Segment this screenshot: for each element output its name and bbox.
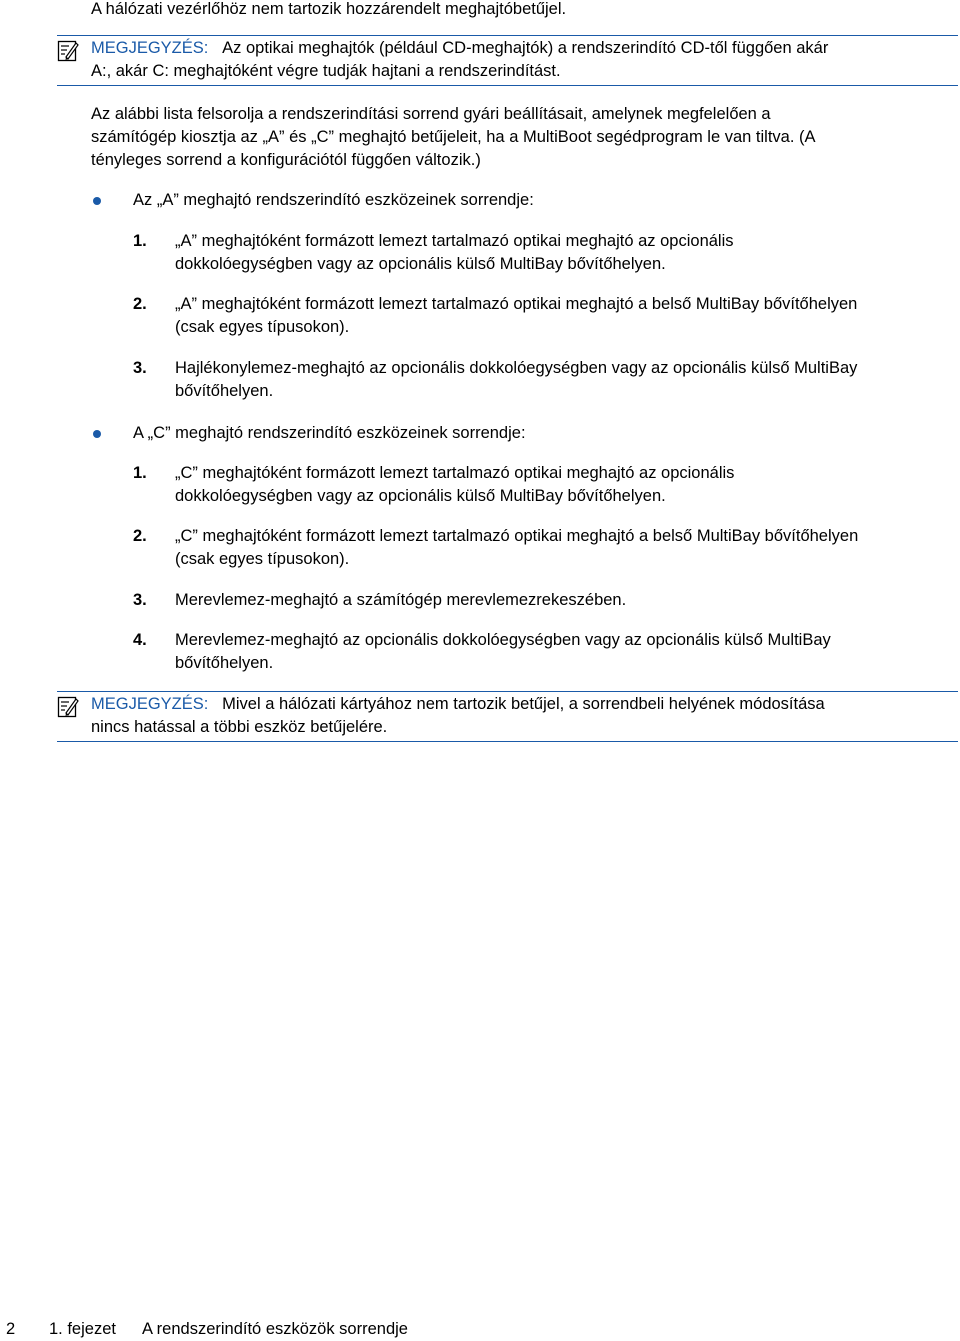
list-item-line-2: dokkolóegységben vagy az opcionális külső MultiBay bővítőhelyen. — [175, 255, 666, 273]
list-item-number: 1. — [133, 232, 147, 250]
list-item-number: 2. — [133, 527, 147, 545]
list-item-number: 2. — [133, 295, 147, 313]
list-item-number: 3. — [133, 591, 147, 609]
footer-chapter: 1. fejezet — [49, 1320, 116, 1338]
list-item-line-1: „C” meghajtóként formázott lemezt tartalmazó optikai meghajtó a belső MultiBay bővítőhelyen — [175, 527, 859, 545]
list-item-line-2: bővítőhelyen. — [175, 382, 274, 400]
note-2-bottom-rule — [57, 741, 958, 742]
note-1-line-1: Az optikai meghajtók (például CD-meghajtók) a rendszerindító CD-től függően akár — [222, 39, 829, 57]
intro-line-3: tényleges sorrend a konfigurációtól függően változik.) — [91, 151, 481, 169]
intro-paragraph — [91, 103, 960, 172]
note-1-text — [91, 37, 957, 83]
section-a-heading: Az „A” meghajtó rendszerindító eszközeinek sorrendje: — [133, 191, 534, 209]
section-c-heading: A „C” meghajtó rendszerindító eszközeinek sorrendje: — [133, 424, 526, 442]
note-pencil-icon — [57, 696, 79, 718]
list-item-line-2: (csak egyes típusokon). — [175, 318, 350, 336]
intro-continuation-line: A hálózati vezérlőhöz nem tartozik hozzárendelt meghajtóbetűjel. — [91, 0, 567, 18]
footer-chapter-title: A rendszerindító eszközök sorrendje — [142, 1320, 408, 1338]
note-1-line-2: A:, akár C: meghajtóként végre tudják hajtani a rendszerindítást. — [91, 62, 561, 80]
list-item-line-1: „A” meghajtóként formázott lemezt tartalmazó optikai meghajtó az opcionális — [175, 232, 734, 250]
page-number: 2 — [6, 1320, 16, 1338]
note-2-line-1: Mivel a hálózati kártyához nem tartozik betűjel, a sorrendbeli helyének módosítása — [222, 695, 825, 713]
list-item-number: 3. — [133, 359, 147, 377]
bullet-icon — [93, 430, 101, 438]
note-2-label: MEGJEGYZÉS: — [91, 695, 209, 713]
list-item-number: 1. — [133, 464, 147, 482]
note-2-top-rule — [57, 691, 958, 692]
note-1-top-rule — [57, 35, 958, 36]
list-item-line-2: (csak egyes típusokon). — [175, 550, 350, 568]
list-item-line-1: „C” meghajtóként formázott lemezt tartalmazó optikai meghajtó az opcionális — [175, 464, 735, 482]
note-1-bottom-rule — [57, 85, 958, 86]
list-item-line-1: Hajlékonylemez-meghajtó az opcionális dokkolóegységben vagy az opcionális külső MultiBay — [175, 359, 858, 377]
list-item-line-1: Merevlemez-meghajtó az opcionális dokkolóegységben vagy az opcionális külső MultiBay — [175, 631, 831, 649]
list-item-line-1: „A” meghajtóként formázott lemezt tartalmazó optikai meghajtó a belső MultiBay bővítőhelyen — [175, 295, 858, 313]
note-2-text — [91, 693, 957, 739]
list-item-number: 4. — [133, 631, 147, 649]
list-item-line-1: Merevlemez-meghajtó a számítógép merevlemezrekeszében. — [175, 591, 627, 609]
list-item-line-2: dokkolóegységben vagy az opcionális külső MultiBay bővítőhelyen. — [175, 487, 666, 505]
note-1-label: MEGJEGYZÉS: — [91, 39, 209, 57]
intro-line-1: Az alábbi lista felsorolja a rendszerindítási sorrend gyári beállításait, amelynek megfelelően a — [91, 105, 771, 123]
list-item-line-2: bővítőhelyen. — [175, 654, 274, 672]
note-2-line-2: nincs hatással a többi eszköz betűjelére. — [91, 718, 388, 736]
intro-line-2: számítógép kiosztja az „A” és „C” meghajtó betűjeleit, ha a MultiBoot segédprogram le van tiltva. (A — [91, 128, 816, 146]
note-pencil-icon — [57, 40, 79, 62]
bullet-icon — [93, 197, 101, 205]
